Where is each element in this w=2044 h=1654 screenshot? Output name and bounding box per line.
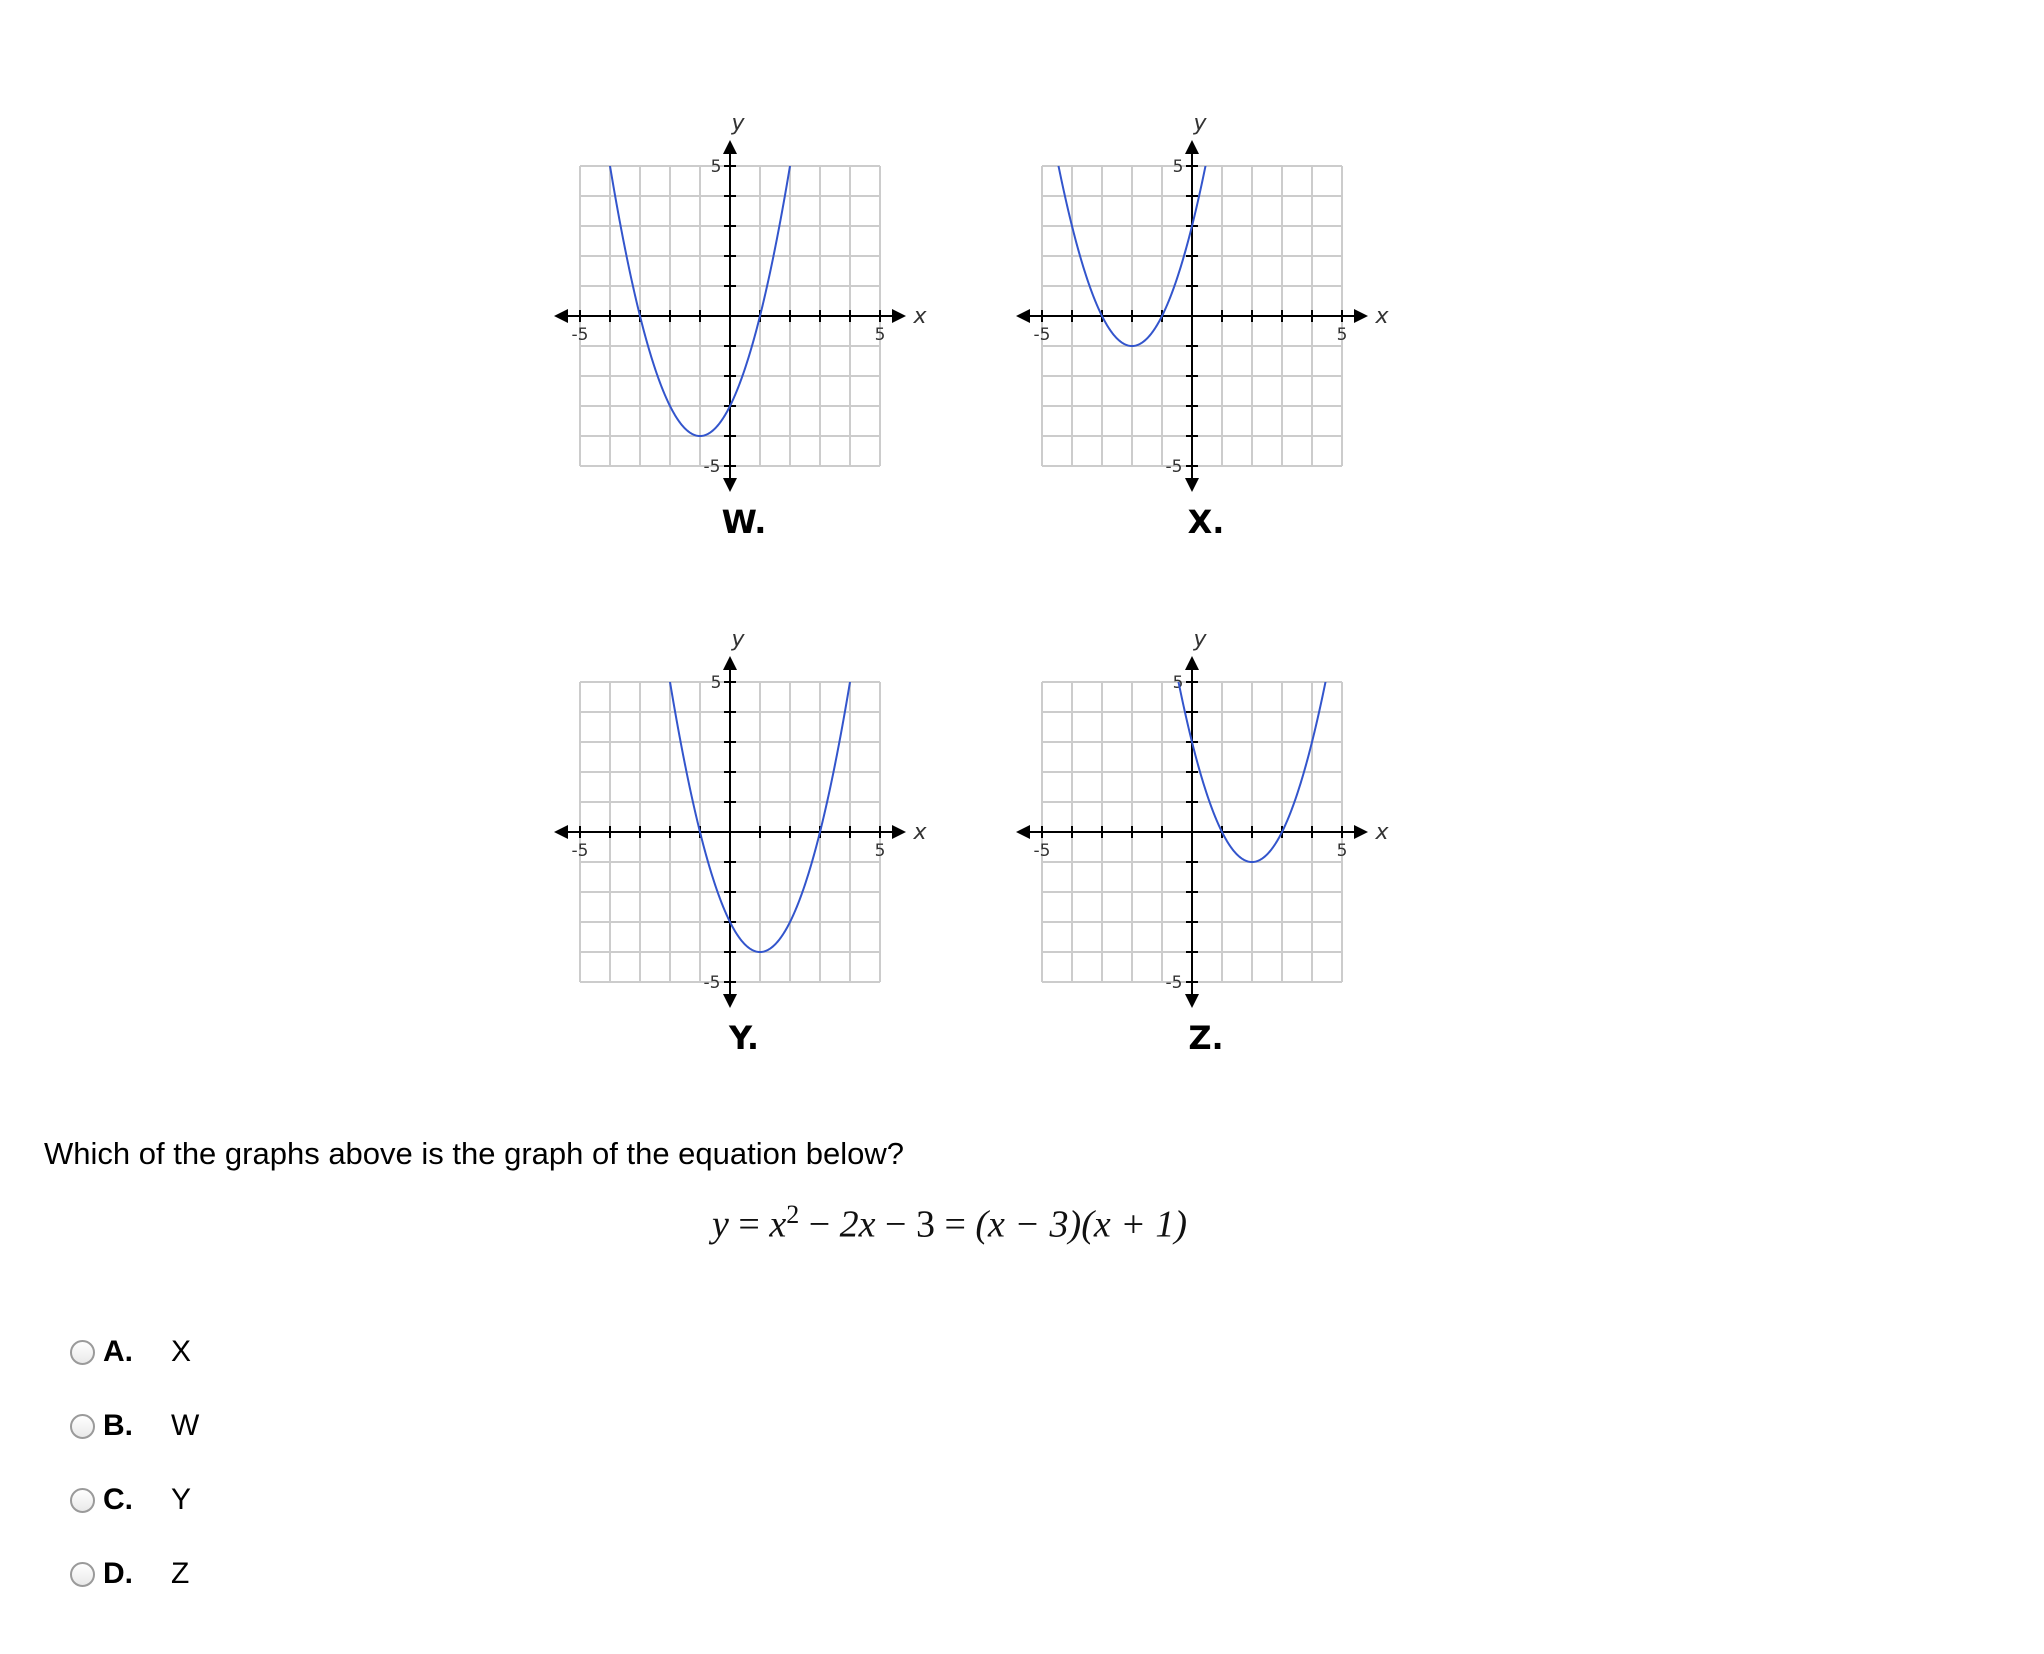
graph-y-caption: Y. [728,1019,760,1057]
x-axis-left-arrow [1016,825,1030,839]
y-axis-down-arrow [1185,994,1199,1008]
choice-a-text: X [171,1335,192,1368]
y-axis-up-arrow [1185,140,1199,154]
x-axis-right-arrow [892,825,906,839]
y-axis-down-arrow [723,994,737,1008]
x-axis-label: x [1375,304,1389,329]
graph-y-svg [550,621,970,1041]
question-text: Which of the graphs above is the graph of the equation below? [44,1136,904,1171]
x-tick-label-max: 5 [874,325,886,345]
y-tick-label-min: -5 [1165,973,1183,993]
y-tick-label-max: 5 [1172,673,1184,693]
choice-c-text: Y [171,1483,192,1516]
x-tick-label-min: -5 [1033,325,1051,345]
graph-z [1012,621,1432,1091]
y-axis-down-arrow [1185,478,1199,492]
graph-x-svg [1012,105,1432,525]
y-axis-label: y [731,111,745,136]
y-tick-label-min: -5 [703,457,721,477]
y-axis-label: y [1193,111,1207,136]
x-axis-label: x [913,304,927,329]
eq-equals-1: = [738,1203,760,1246]
choice-a-radio[interactable] [70,1340,95,1365]
y-axis-down-arrow [723,478,737,492]
x-axis-label: x [1375,820,1389,845]
x-tick-label-max: 5 [1336,841,1348,861]
graph-y [550,621,970,1091]
y-tick-label-min: -5 [703,973,721,993]
choice-c-radio[interactable] [70,1488,95,1513]
y-axis-up-arrow [723,140,737,154]
choice-d-radio[interactable] [70,1562,95,1587]
y-axis-label: y [731,627,745,652]
choice-b-letter: B. [103,1409,133,1442]
x-axis-left-arrow [554,309,568,323]
x-axis-right-arrow [1354,309,1368,323]
choice-b-text: W [171,1409,200,1442]
y-tick-label-max: 5 [710,157,722,177]
x-axis-right-arrow [892,309,906,323]
eq-minus-2: − [885,1203,907,1246]
x-tick-label-min: -5 [571,841,589,861]
choice-b[interactable] [70,1406,199,1446]
choice-c-letter: C. [103,1483,133,1516]
choice-d-letter: D. [103,1557,133,1590]
eq-equals-2: = [944,1203,966,1246]
graph-x [1012,105,1432,575]
y-tick-label-max: 5 [1172,157,1184,177]
y-tick-label-max: 5 [710,673,722,693]
eq-y: y [712,1203,729,1246]
eq-factored: (x − 3)(x + 1) [975,1203,1188,1246]
eq-minus-1: − [808,1203,831,1246]
graph-z-svg [1012,621,1432,1041]
choice-c[interactable] [70,1480,191,1520]
y-axis-up-arrow [723,656,737,670]
eq-2x: 2x [839,1203,876,1246]
choice-a-letter: A. [103,1335,133,1368]
y-axis-up-arrow [1185,656,1199,670]
x-tick-label-min: -5 [571,325,589,345]
choice-a[interactable] [70,1332,191,1372]
graph-w-caption: W. [721,503,767,541]
x-axis-label: x [913,820,927,845]
x-axis-left-arrow [1016,309,1030,323]
graph-x-caption: X. [1187,503,1225,541]
x-tick-label-max: 5 [874,841,886,861]
x-axis-left-arrow [554,825,568,839]
graph-z-caption: Z. [1188,1019,1224,1057]
eq-exponent: 2 [786,1200,800,1229]
x-tick-label-max: 5 [1336,325,1348,345]
choice-b-radio[interactable] [70,1414,95,1439]
y-axis-label: y [1193,627,1207,652]
graph-w-svg [550,105,970,525]
choice-d-text: Z [171,1557,190,1590]
graph-w [550,105,970,575]
x-tick-label-min: -5 [1033,841,1051,861]
eq-three: 3 [915,1203,935,1246]
y-tick-label-min: -5 [1165,457,1183,477]
choice-d[interactable] [70,1554,189,1594]
equation [712,1200,1187,1247]
eq-x: x [769,1203,787,1246]
x-axis-right-arrow [1354,825,1368,839]
